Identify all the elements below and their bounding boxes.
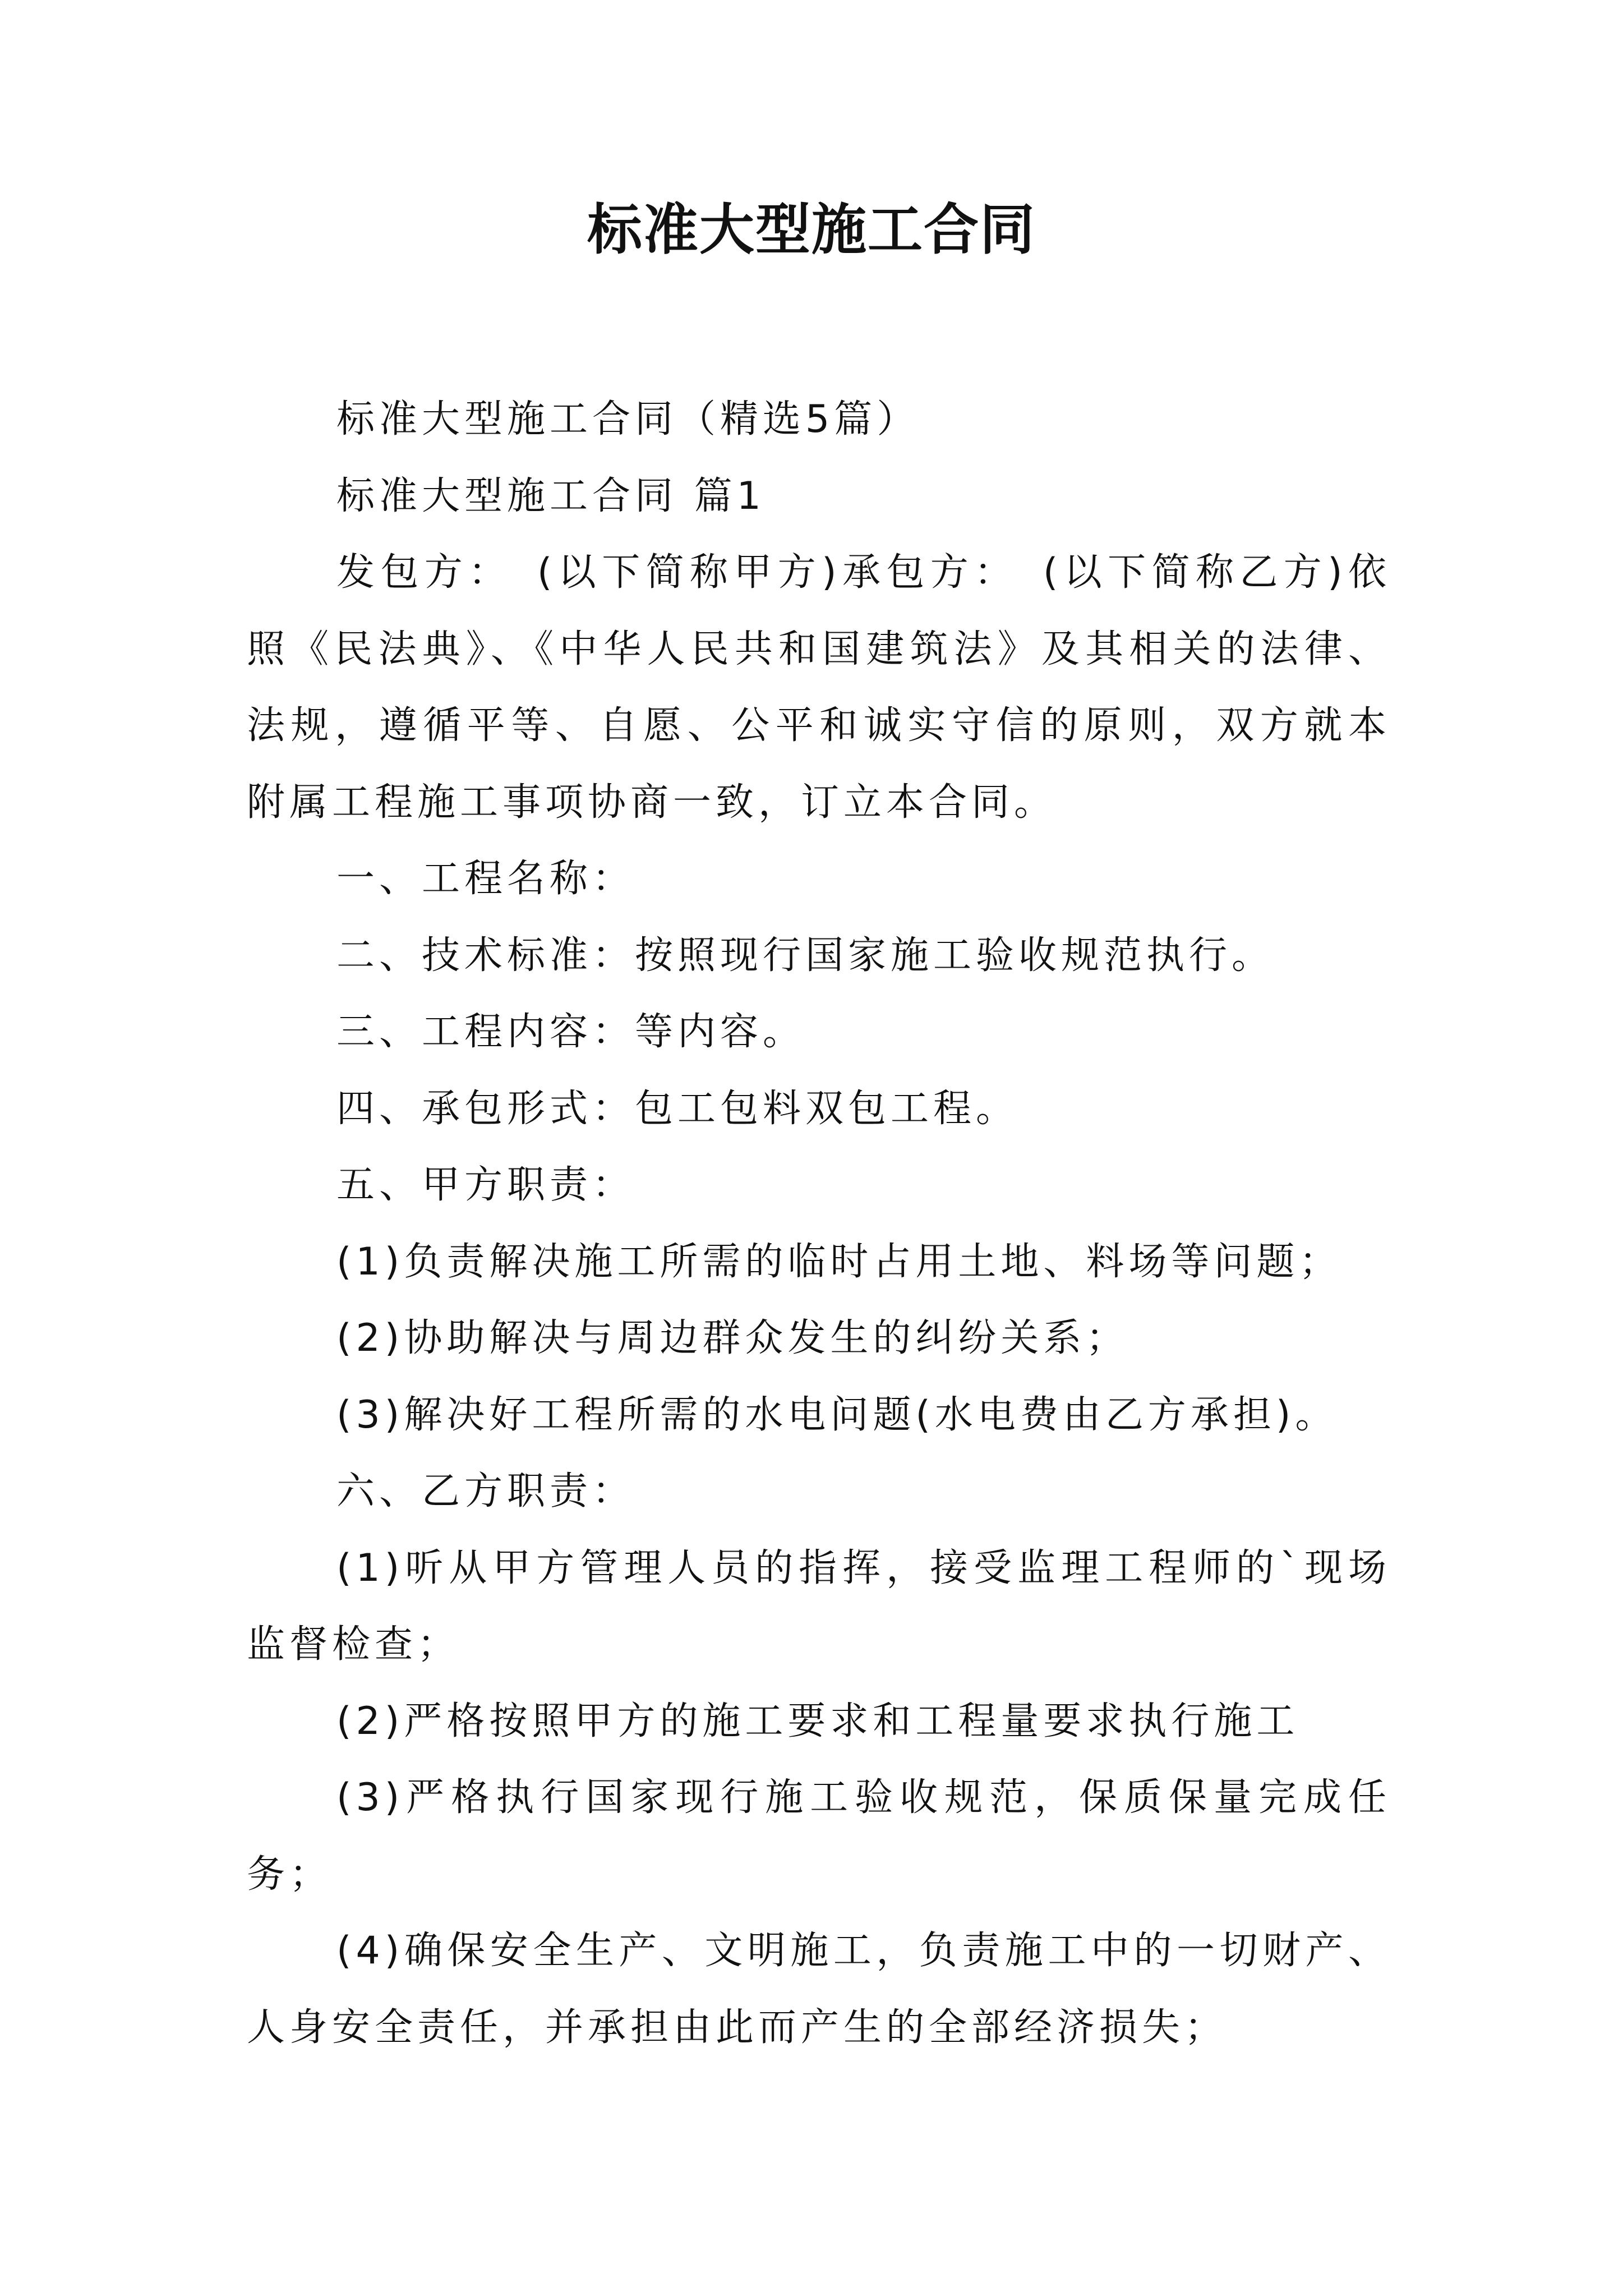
paragraph-section-heading: 标准大型施工合同 篇1 bbox=[336, 473, 766, 518]
paragraph-project-content: 三、工程内容：等内容。 bbox=[336, 1010, 806, 1054]
document-title: 标准大型施工合同 bbox=[587, 197, 1036, 262]
paragraph-contract-form: 四、承包形式：包工包料双包工程。 bbox=[336, 1086, 1019, 1131]
paragraph-party-b-item-4: (4)确保安全生产、文明施工，负责施工中的一切财产、人身安全责任，并承担由此而产生的全部经济损失； bbox=[247, 1929, 1391, 2050]
paragraph-project-name: 一、工程名称： bbox=[336, 857, 635, 901]
paragraph-preamble: 发包方： (以下简称甲方)承包方： (以下简称乙方)依照《民法典》、《中华人民共和国建筑法》及其相关的法律、法规，遵循平等、自愿、公平和诚实守信的原则，双方就本附属工程施工事项协商一致，订立本合同。 bbox=[247, 550, 1391, 825]
paragraph-party-a-item-1: (1)负责解决施工所需的临时占用土地、料场等问题； bbox=[336, 1239, 1342, 1284]
paragraph-party-b-heading: 六、乙方职责： bbox=[336, 1469, 635, 1513]
document-body bbox=[247, 381, 1391, 2066]
paragraph-party-a-heading: 五、甲方职责： bbox=[336, 1163, 635, 1207]
paragraph-party-b-item-1: (1)听从甲方管理人员的指挥，接受监理工程师的`现场监督检查； bbox=[247, 1545, 1391, 1667]
paragraph-technical-standard: 二、技术标准：按照现行国家施工验收规范执行。 bbox=[336, 933, 1275, 978]
paragraph-collection-heading: 标准大型施工合同（精选5篇） bbox=[336, 397, 920, 441]
paragraph-party-a-item-3: (3)解决好工程所需的水电问题(水电费由乙方承担)。 bbox=[336, 1392, 1338, 1437]
paragraph-party-a-item-2: (2)协助解决与周边群众发生的纠纷关系； bbox=[336, 1316, 1129, 1360]
paragraph-party-b-item-3: (3)严格执行国家现行施工验收规范，保质保量完成任务； bbox=[247, 1775, 1391, 1897]
paragraph-party-b-item-2: (2)严格按照甲方的施工要求和工程量要求执行施工 bbox=[336, 1699, 1299, 1743]
